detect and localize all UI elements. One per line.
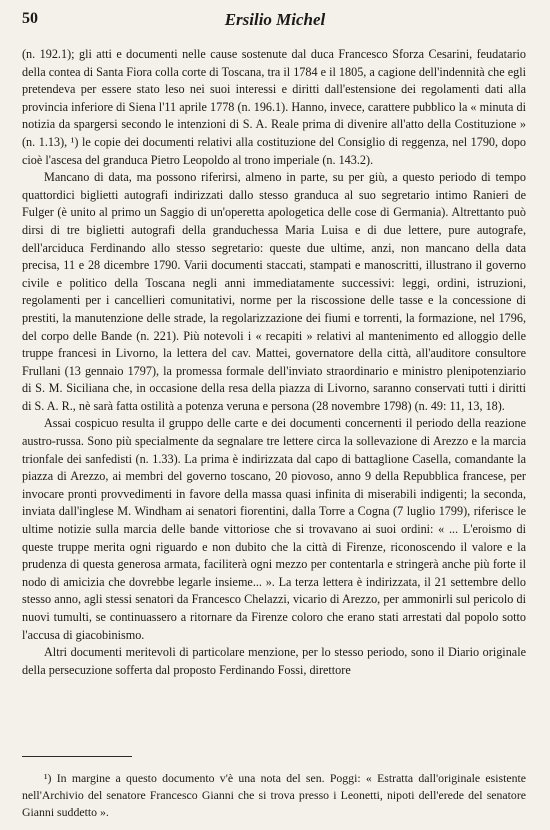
footnote: [22, 770, 526, 821]
paragraph: Assai cospicuo resulta il gruppo delle carte e dei documenti concernenti il periodo della reazione austro-russa. Sono più specialmente da segnalare tre lettere circa la sollevazione di Arezzo e la marcia trionfale dei sanfedisti (n. 1.33). La prima è indirizzata dal capo di battaglione Casella, comandante la piazza di Arezzo, ai membri del governo toscano, 20 piovoso, anno 9 della Repubblica francese, per invocare pronti provvedimenti in favore della massa quasi infinita di miserabili indigenti; la seconda, inviata dall'inglese M. Windham ai senatori fiorentini, dalla Torre a Cogna (7 luglio 1799), riferisce le ultime notizie sulla marcia delle bande vittoriose che si trovavano ai suoi ordini: « ... L'eroismo di queste truppe merita ogni riguardo e non dubito che la città di Firenze, riconoscendo il valore e la prudenza di questa generosa armata, faciliterà ogni mezzo per contentarla e stringerà anche più forte il nodo di amicizia che dovrebbe legarle insieme... ». La terza lettera è indirizzata, il 21 settembre dello stesso anno, agli stessi senatori da Francesco Chelazzi, vicario di Arezzo, per ammonirli sul pericolo di nuovi tumulti, se continuassero a ritornare da Firenze coloro che erano stati arrestati dal popolo sotto l'accusa di giacobinismo.: [22, 416, 526, 642]
running-title: Ersilio Michel: [224, 10, 326, 29]
paragraph: Mancano di data, ma possono riferirsi, almeno in parte, su per giù, a questo periodo di tempo quattordici biglietti autografi indirizzati dallo stesso granduca al suo segretario intimo Ranieri de Fulger (è unito al primo un Saggio di un'operetta apologetica delle cose di Germania). Altrettanto può dirsi di tre biglietti autografi della granduchessa Maria Luisa e di due lettere, pure autografe, dell'arciduca Ferdinando allo stesso segretario: queste due ultime, anzi, non mancano della data precisa, 11 e 28 dicembre 1790. Varii documenti staccati, stampati e manoscritti, illustrano il governo civile e politico della Toscana negli anni immediatamente successivi: leggi, ordini, istruzioni, regolamenti per i cancellieri comunitativi, norme per la riscossione delle tasse e la concessione di prestiti, la manutenzione delle strade, la regolarizzazione dei fiumi e torrenti, la formazione, nel 1796, del corpo delle Bande (n. 221). Più notevoli i « recapiti » relativi al mantenimento ed alloggio delle truppe francesi in Livorno, la lettera del cav. Mattei, governatore della città, all'auditore consultore Frullani (13 gennaio 1797), la promessa formale dell'inviato straordinario e ministro plenipotenziario di S. M. Siciliana che, in occasione della resa della piazza di Livorno, saranno conservati tutti i diritti di S. A. R., nè sarà fatta ostilità a potenza veruna e persona (28 novembre 1798) (n. 49: 11, 13, 18).: [22, 170, 526, 413]
paragraph: (n. 192.1); gli atti e documenti nelle cause sostenute dal duca Francesco Sforza Cesarini, feudatario della contea di Santa Fiora colla corte di Toscana, tra il 1784 e il 1805, a cagione dell'indennità che egli pretendeva per essere stato leso nei suoi interessi e diritti dall'estensione dei regolamenti dati alla provincia inferiore di Siena l'11 aprile 1778 (n. 196.1). Hanno, invece, carattere pubblico la « minuta di notizia da spargersi secondo le intenzioni di S. A. Reale prima di divenire all'atto della Costituzione » (n. 1.13), ¹) le copie dei documenti relativi alla costituzione del Consiglio di reggenza, nel 1790, dopo cioè l'ascesa del granduca Pietro Leopoldo al trono imperiale (n. 143.2).: [22, 47, 526, 167]
page-header: [22, 10, 528, 32]
footnote-separator: [22, 756, 132, 757]
page-number: 50: [22, 10, 38, 27]
paragraph: Altri documenti meritevoli di particolare menzione, per lo stesso periodo, sono il Diario originale della persecuzione sofferta dal proposto Ferdinando Fossi, direttore: [22, 645, 526, 677]
main-text: [22, 46, 526, 679]
footnote-text: ¹) In margine a questo documento v'è una nota del sen. Poggi: « Estratta dall'originale esistente nell'Archivio del senatore Francesco Gianni che si trova presso i Leonetti, nipoti dell'erede del senatore Gianni suddetto ».: [22, 771, 526, 819]
